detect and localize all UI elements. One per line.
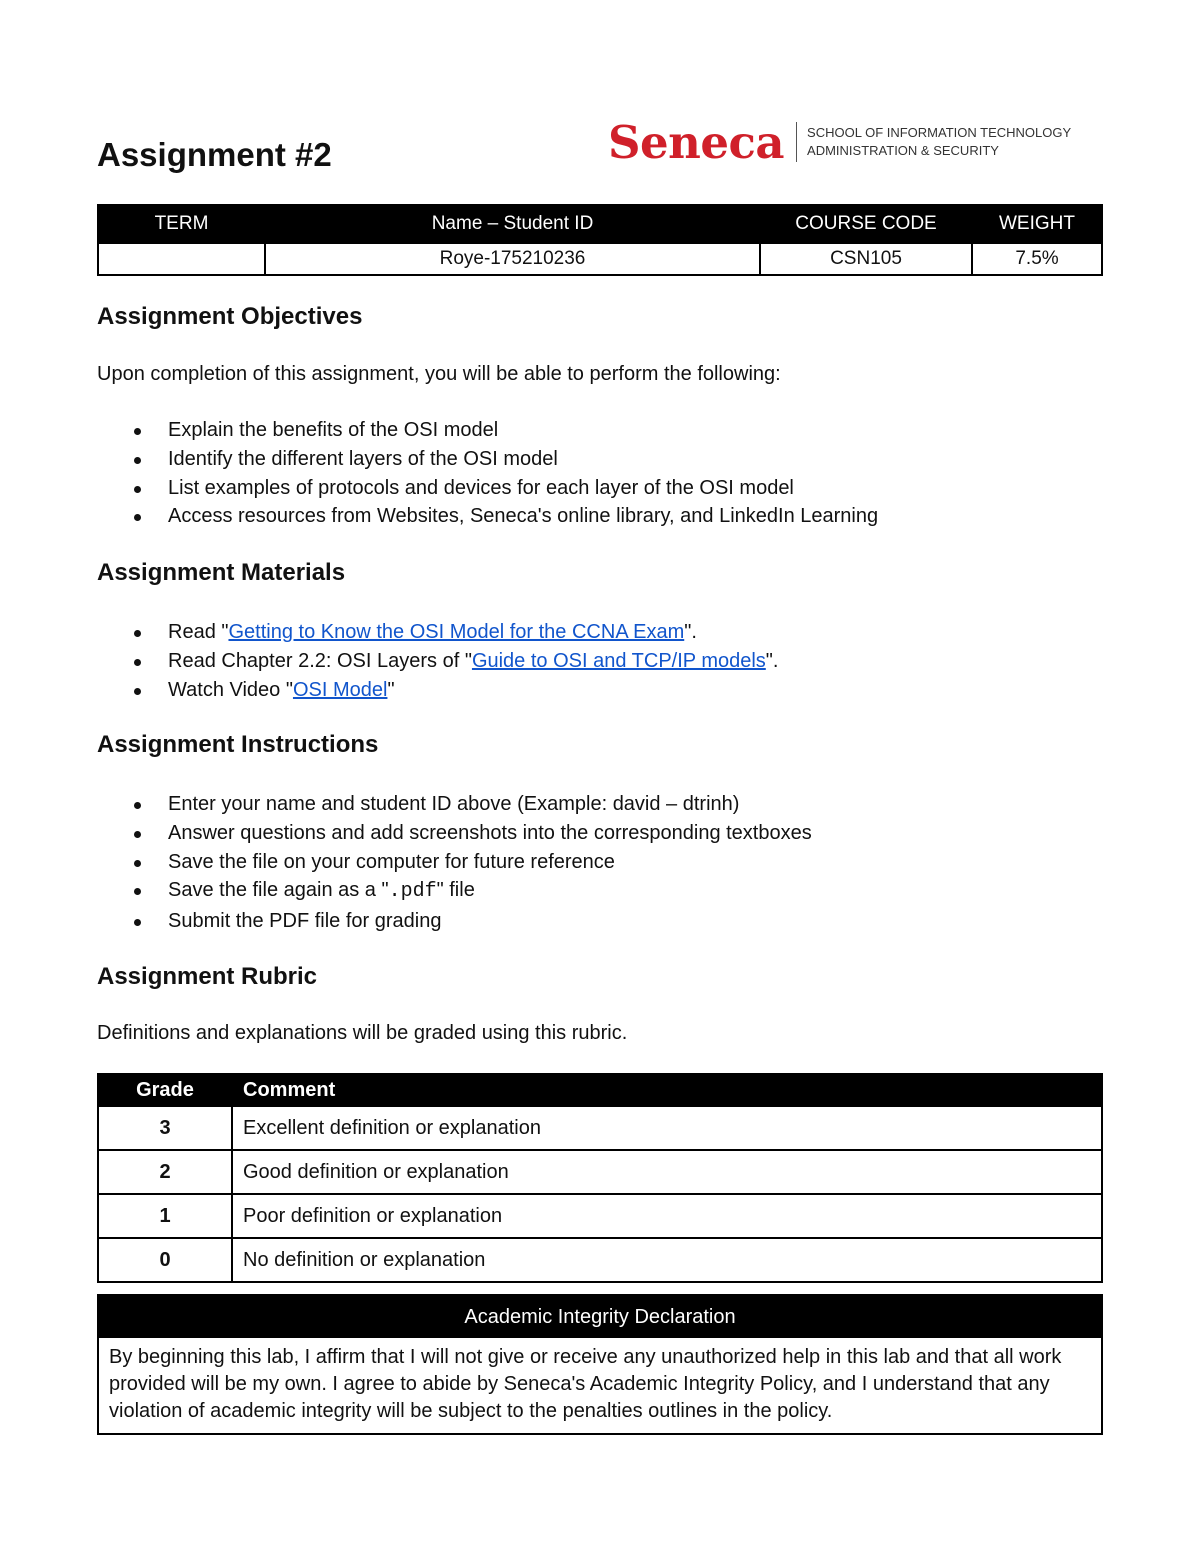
instructions-list: [128, 790, 812, 936]
info-header-row: [98, 205, 1102, 243]
logo-subtitle-line2: ADMINISTRATION & SECURITY: [807, 143, 999, 158]
name-id-cell[interactable]: Roye-175210236: [265, 243, 760, 275]
integrity-declaration: [97, 1294, 1103, 1435]
logo-subtitle: [807, 124, 1071, 160]
comment-cell: Good definition or explanation: [232, 1150, 1102, 1194]
rubric-intro: Definitions and explanations will be graded using this rubric.: [97, 1022, 628, 1044]
objectives-intro: Upon completion of this assignment, you will be able to perform the following:: [97, 363, 781, 385]
material-suffix: ": [387, 678, 395, 701]
list-item: Explain the benefits of the OSI model: [128, 416, 878, 445]
rubric-heading: Assignment Rubric: [97, 963, 318, 990]
logo-wordmark: Seneca: [608, 115, 785, 169]
grade-header: Grade: [98, 1074, 232, 1106]
pdf-item-prefix: Save the file again as a ": [168, 879, 389, 902]
seneca-logo: [608, 114, 1071, 170]
table-row: [98, 1238, 1102, 1282]
objectives-list: [128, 416, 878, 531]
integrity-heading: Academic Integrity Declaration: [99, 1296, 1101, 1338]
list-item: List examples of protocols and devices for each layer of the OSI model: [128, 474, 878, 503]
osi-model-video-link[interactable]: OSI Model: [292, 678, 388, 701]
table-row: [98, 1106, 1102, 1150]
term-header: TERM: [98, 205, 265, 243]
objectives-heading: Assignment Objectives: [97, 303, 363, 330]
weight-header: WEIGHT: [972, 205, 1102, 243]
comment-header: Comment: [232, 1074, 1102, 1106]
grade-cell: 2: [98, 1150, 232, 1194]
instructions-heading: Assignment Instructions: [97, 731, 379, 758]
material-suffix: ".: [684, 621, 697, 643]
info-value-row: [98, 243, 1102, 275]
logo-subtitle-line1: SCHOOL OF INFORMATION TECHNOLOGY: [807, 125, 1072, 140]
grade-cell: 1: [98, 1194, 232, 1238]
material-prefix: Read Chapter 2.2: OSI Layers of ": [168, 649, 472, 672]
term-cell[interactable]: [98, 243, 265, 275]
list-item: Answer questions and add screenshots into the corresponding textboxes: [128, 819, 812, 848]
list-item: Submit the PDF file for grading: [128, 907, 812, 936]
rubric-header-row: [98, 1074, 1102, 1106]
comment-cell: No definition or explanation: [232, 1238, 1102, 1282]
comment-cell: Poor definition or explanation: [232, 1194, 1102, 1238]
list-item: Access resources from Websites, Seneca's online library, and LinkedIn Learning: [128, 502, 878, 531]
osi-ccna-article-link[interactable]: Getting to Know the OSI Model for the CCNA Exam: [228, 621, 685, 643]
material-suffix: ".: [765, 649, 779, 672]
list-item: Save the file on your computer for future reference: [128, 848, 812, 877]
course-code-cell: CSN105: [760, 243, 972, 275]
page-title: Assignment #2: [97, 136, 332, 173]
list-item: [128, 618, 778, 647]
material-prefix: Read ": [168, 621, 229, 643]
course-code-header: COURSE CODE: [760, 205, 972, 243]
osi-tcpip-guide-link[interactable]: Guide to OSI and TCP/IP models: [471, 649, 766, 672]
list-item: Enter your name and student ID above (Example: david – dtrinh): [128, 790, 812, 819]
list-item: Identify the different layers of the OSI model: [128, 445, 878, 474]
integrity-text: By beginning this lab, I affirm that I will not give or receive any unauthorized help in this lab and that all work provided will be my own. I agree to abide by Seneca's Academic Integrity Policy, and I understand that any violation of academic integrity will be subject to the penalties outlines in the policy.: [109, 1346, 1062, 1422]
logo-divider: [796, 122, 797, 162]
table-row: [98, 1150, 1102, 1194]
grade-cell: 0: [98, 1238, 232, 1282]
weight-cell: 7.5%: [972, 243, 1102, 275]
assignment-info-table: [97, 204, 1103, 276]
materials-heading: Assignment Materials: [97, 559, 346, 586]
table-row: [98, 1194, 1102, 1238]
name-id-header: Name – Student ID: [265, 205, 760, 243]
list-item: [128, 647, 778, 676]
materials-list: [128, 618, 778, 704]
pdf-item-suffix: " file: [436, 879, 475, 902]
material-prefix: Watch Video ": [168, 678, 293, 701]
list-item: [128, 676, 778, 705]
list-item: [128, 876, 812, 907]
pdf-extension-code: .pdf: [388, 880, 437, 904]
grade-cell: 3: [98, 1106, 232, 1150]
comment-cell: Excellent definition or explanation: [232, 1106, 1102, 1150]
rubric-table: [97, 1073, 1103, 1283]
